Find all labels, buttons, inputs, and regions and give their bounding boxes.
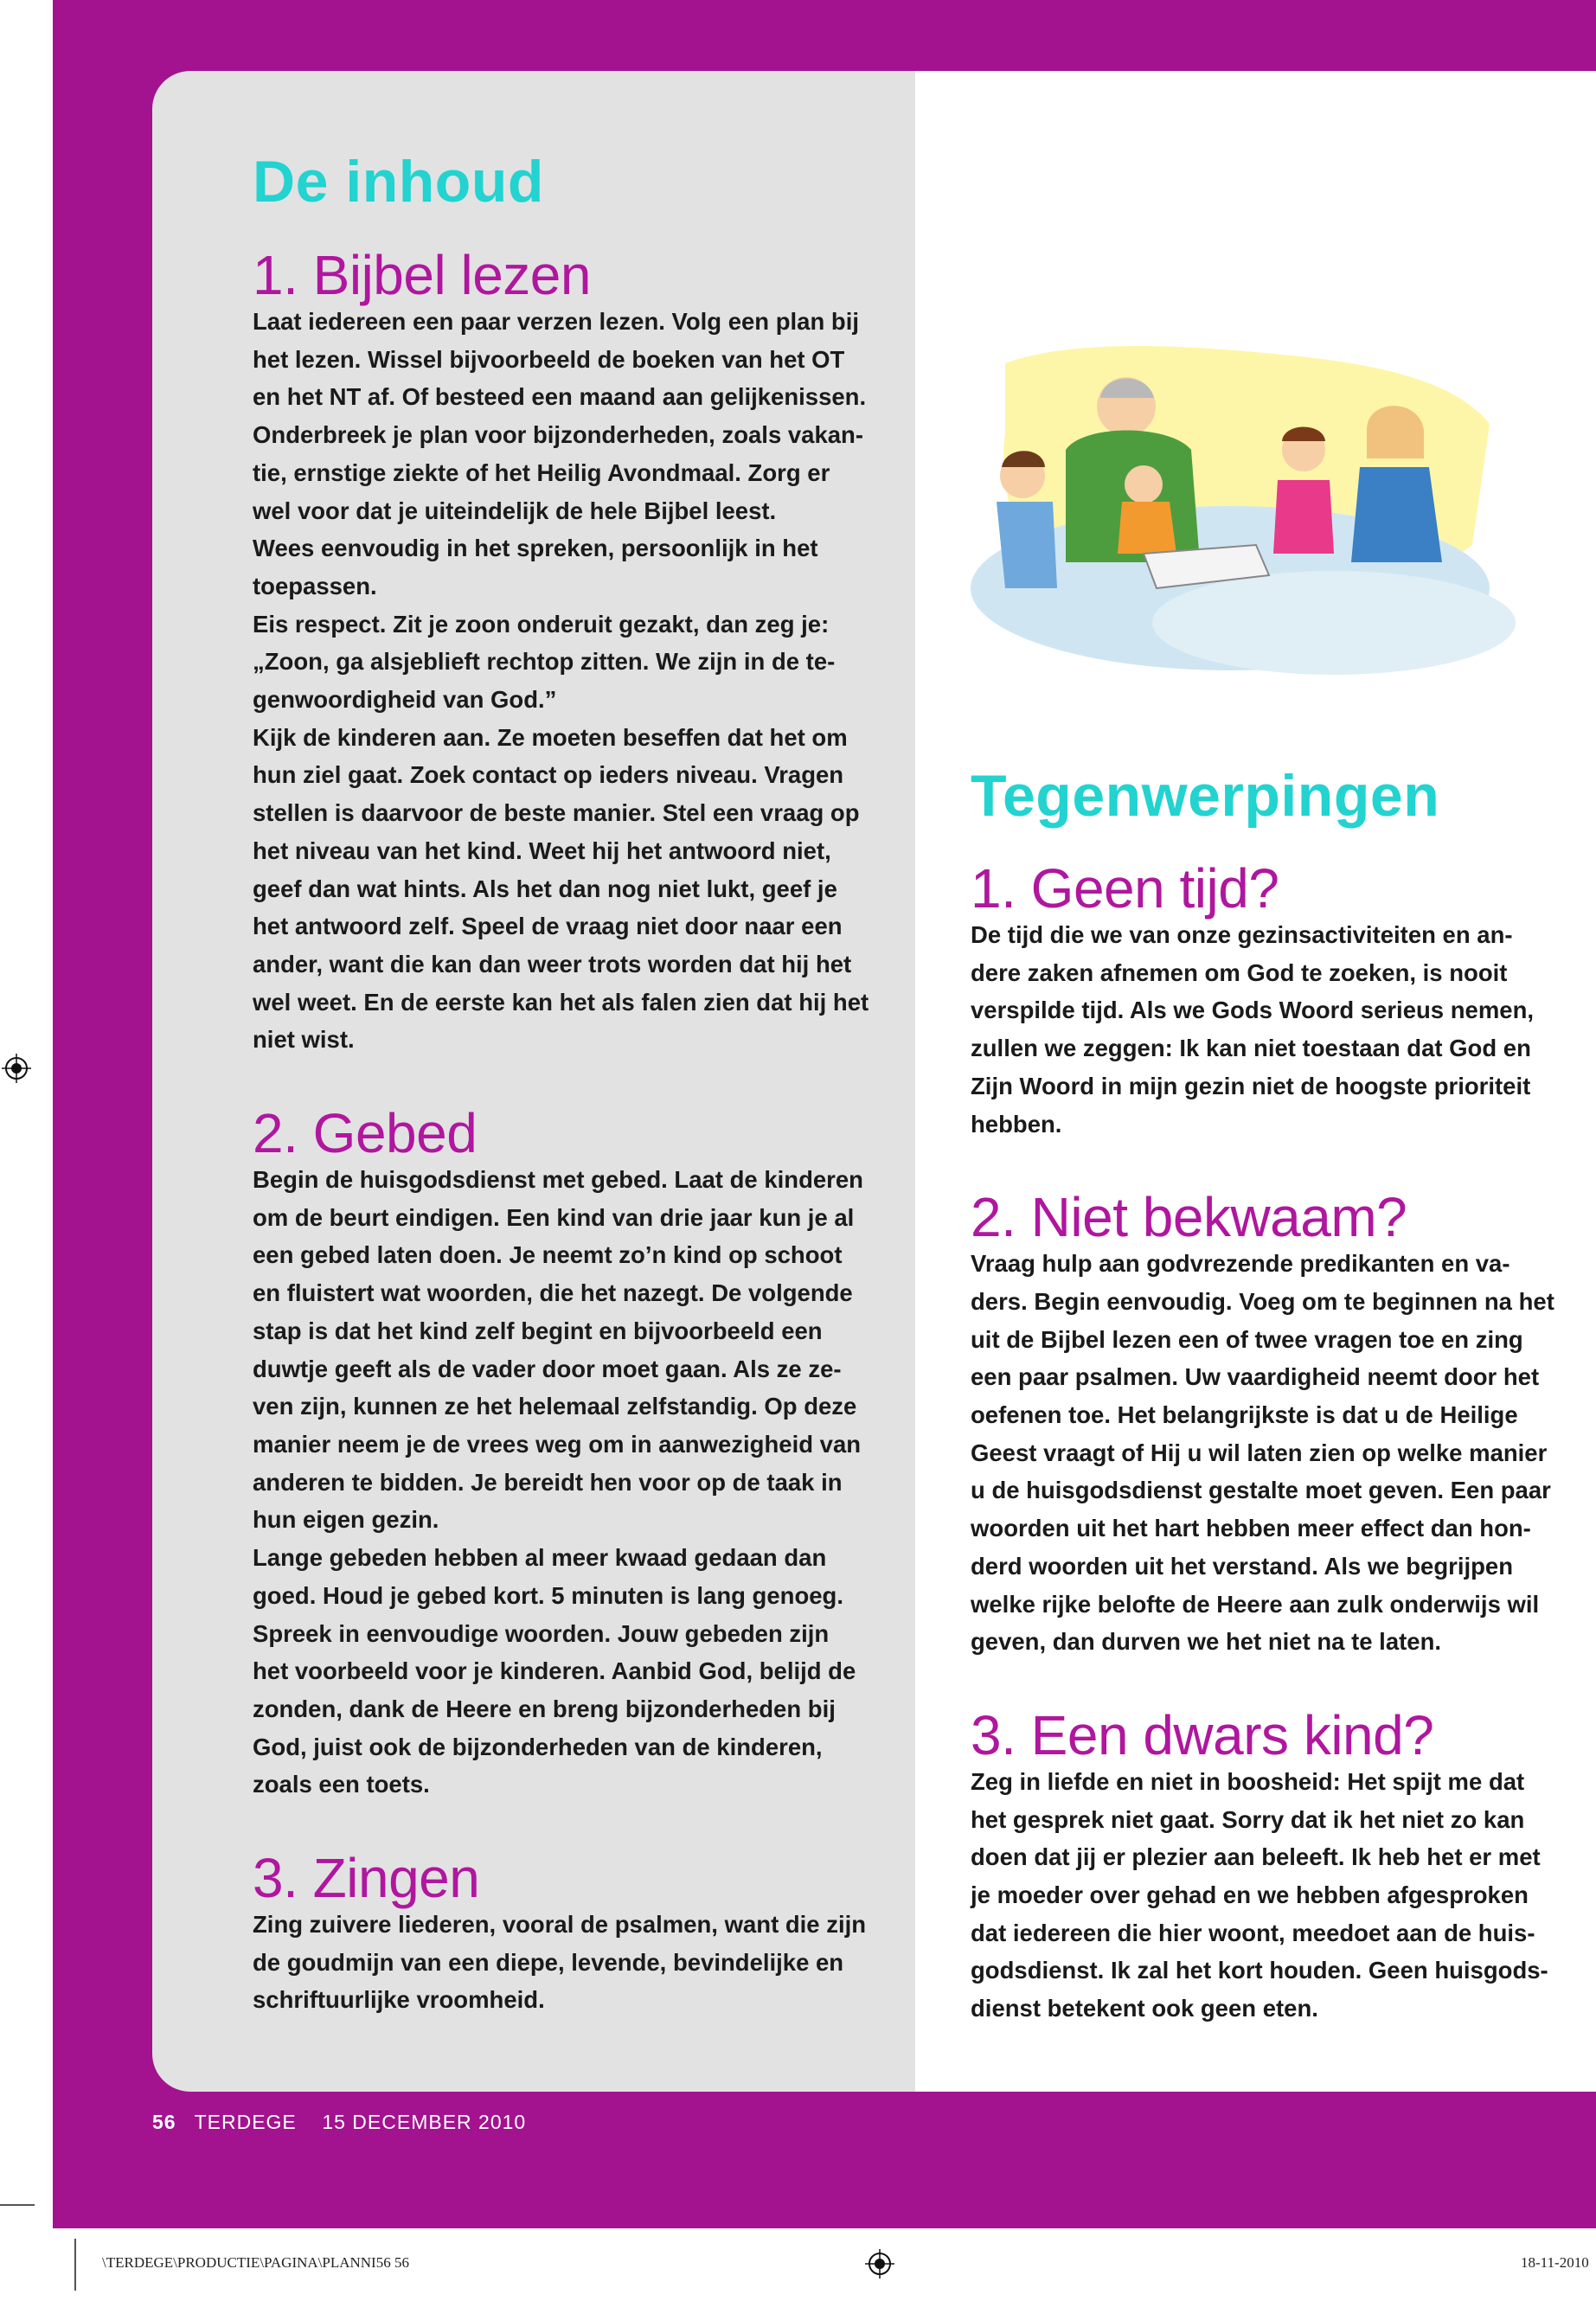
right-column xyxy=(971,857,1580,2028)
registration-mark-icon xyxy=(2,1054,31,1083)
section-body xyxy=(253,1906,893,2019)
text-line: de goudmijn van een diepe, levende, bevindelijke en xyxy=(253,1948,844,1976)
text-line: dienst betekent ook geen eten. xyxy=(971,1995,1318,2022)
text-line: het voorbeeld voor je kinderen. Aanbid God, belijd de xyxy=(253,1657,856,1685)
text-line: verspilde tijd. Als we Gods Woord serieus nemen, xyxy=(971,997,1535,1024)
section-geen-tijd xyxy=(971,857,1580,1143)
text-line: en fluistert wat woorden, die het nazegt. De volgende xyxy=(253,1279,853,1307)
text-line: hun ziel gaat. Zoek contact op ieders niveau. Vragen xyxy=(253,761,844,789)
text-line: derd woorden uit het verstand. Als we begrijpen xyxy=(971,1552,1513,1580)
section-title: 2. Niet bekwaam? xyxy=(971,1186,1407,1249)
text-line: ders. Begin eenvoudig. Voeg om te beginnen na het xyxy=(971,1287,1554,1315)
text-line: woorden uit het hart hebben meer effect dan hon- xyxy=(971,1515,1531,1542)
text-line: genwoordigheid van God.” xyxy=(253,686,557,714)
section-title: 1. Bijbel lezen xyxy=(253,244,591,306)
text-line: God, juist ook de bijzonderheden van de kinderen, xyxy=(253,1733,823,1760)
text-line: doen dat jij er plezier aan beleeft. Ik heb het er met xyxy=(971,1843,1541,1871)
section-een-dwars-kind xyxy=(971,1703,1580,2028)
text-line: dat iedereen die hier woont, meedoet aan de huis- xyxy=(971,1919,1535,1946)
text-line: schriftuurlijke vroomheid. xyxy=(253,1986,545,2014)
text-line: het lezen. Wissel bijvoorbeeld de boeken van het OT xyxy=(253,345,845,373)
section-body xyxy=(971,916,1580,1143)
section-body xyxy=(253,303,893,1059)
text-line: geven, dan durven we het niet na te laten. xyxy=(971,1628,1442,1656)
text-line: duwtje geeft als de vader door moet gaan. Als ze ze- xyxy=(253,1355,842,1382)
text-line: tie, ernstige ziekte of het Heilig Avondmaal. Zorg er xyxy=(253,458,830,486)
section-title: 1. Geen tijd? xyxy=(971,857,1279,920)
left-column xyxy=(253,147,893,2019)
section-body xyxy=(971,1245,1580,1661)
section-title: 3. Een dwars kind? xyxy=(971,1703,1434,1766)
slug-path: \TERDEGE\PRODUCTIE\PAGINA\PLANNI56 56 xyxy=(102,2254,409,2271)
text-line: en het NT af. Of besteed een maand aan gelijkenissen. xyxy=(253,383,867,411)
text-line: Zing zuivere liederen, vooral de psalmen, want die zijn xyxy=(253,1911,867,1939)
section-body xyxy=(971,1763,1580,2028)
text-line: het gesprek niet gaat. Sorry dat ik het niet zo kan xyxy=(971,1805,1525,1833)
text-line: hebben. xyxy=(971,1110,1062,1138)
text-line: uit de Bijbel lezen een of twee vragen toe en zing xyxy=(971,1325,1523,1353)
text-line: Eis respect. Zit je zoon onderuit gezakt, dan zeg je: xyxy=(253,610,830,638)
text-line: een gebed laten doen. Je neemt zo’n kind op schoot xyxy=(253,1241,843,1269)
text-line: toepassen. xyxy=(253,572,377,599)
text-line: manier neem je de vrees weg om in aanwezigheid van xyxy=(253,1430,862,1458)
text-line: wel weet. En de eerste kan het als falen zien dat hij het xyxy=(253,988,869,1016)
registration-mark-icon xyxy=(865,2249,894,2279)
section-title: 3. Zingen xyxy=(253,1847,480,1910)
text-line: „Zoon, ga alsjeblieft rechtop zitten. We zijn in de te- xyxy=(253,648,836,676)
text-line: Zijn Woord in mijn gezin niet de hoogste prioriteit xyxy=(971,1072,1531,1099)
text-line: zonden, dank de Heere en breng bijzonderheden bij xyxy=(253,1695,836,1722)
text-line: zoals een toets. xyxy=(253,1771,430,1798)
crop-mark xyxy=(0,2204,35,2206)
text-line: stap is dat het kind zelf begint en bijvoorbeeld een xyxy=(253,1317,823,1344)
text-line: ven zijn, kunnen ze het helemaal zelfstandig. Op deze xyxy=(253,1393,857,1420)
slug-date: 18-11-2010 xyxy=(1521,2254,1589,2271)
issue-date: 15 DECEMBER 2010 xyxy=(322,2111,527,2133)
text-line: Vraag hulp aan godvrezende predikanten en va- xyxy=(971,1250,1510,1278)
text-line: Zeg in liefde en niet in boosheid: Het spijt me dat xyxy=(971,1767,1525,1795)
section-title: 2. Gebed xyxy=(253,1102,478,1165)
text-line: Kijk de kinderen aan. Ze moeten beseffen dat het om xyxy=(253,723,848,751)
text-line: De tijd die we van onze gezinsactiviteiten en an- xyxy=(971,921,1513,948)
text-line: dere zaken afnemen om God te zoeken, is nooit xyxy=(971,958,1508,986)
text-line: Wees eenvoudig in het spreken, persoonlijk in het xyxy=(253,535,818,562)
page-footer xyxy=(152,2111,526,2134)
text-line: geef dan wat hints. Als het dan nog niet lukt, geef je xyxy=(253,875,837,902)
text-line: Onderbreek je plan voor bijzonderheden, zoals vakan- xyxy=(253,421,864,449)
text-line: hun eigen gezin. xyxy=(253,1506,439,1534)
text-line: je moeder over gehad en we hebben afgesproken xyxy=(971,1881,1529,1909)
text-line: het antwoord zelf. Speel de vraag niet door naar een xyxy=(253,913,843,940)
section-zingen xyxy=(253,1847,893,2019)
text-line: wel voor dat je uiteindelijk de hele Bijbel leest. xyxy=(253,497,777,524)
text-line: welke rijke belofte de Heere aan zulk onderwijs wil xyxy=(971,1590,1540,1618)
registration-mark-icon xyxy=(0,0,29,29)
text-line: ander, want die kan dan weer trots worden dat hij het xyxy=(253,950,852,977)
text-line: goed. Houd je gebed kort. 5 minuten is lang genoeg. xyxy=(253,1581,843,1609)
text-line: Begin de huisgodsdienst met gebed. Laat de kinderen xyxy=(253,1166,863,1194)
text-line: Lange gebeden hebben al meer kwaad gedaan dan xyxy=(253,1544,827,1572)
magazine-name: TERDEGE xyxy=(194,2111,297,2133)
text-line: niet wist. xyxy=(253,1026,355,1054)
text-line: anderen te bidden. Je bereidt hen voor op de taak in xyxy=(253,1468,843,1496)
section-bijbel-lezen xyxy=(253,244,893,1059)
text-line: Geest vraagt of Hij u wil laten zien op welke manier xyxy=(971,1439,1548,1466)
heading-de-inhoud: De inhoud xyxy=(253,149,544,215)
family-bible-reading-illustration xyxy=(971,329,1524,692)
text-line: stellen is daarvoor de beste manier. Stel een vraag op xyxy=(253,799,860,827)
section-gebed xyxy=(253,1102,893,1804)
heading-tegenwerpingen: Tegenwerpingen xyxy=(971,763,1440,829)
section-niet-bekwaam xyxy=(971,1186,1580,1661)
text-line: Spreek in eenvoudige woorden. Jouw gebeden zijn xyxy=(253,1619,830,1647)
text-line: godsdienst. Ik zal het kort houden. Geen huisgods- xyxy=(971,1957,1548,1984)
crop-mark xyxy=(74,2239,76,2291)
text-line: om de beurt eindigen. Een kind van drie jaar kun je al xyxy=(253,1203,855,1231)
text-line: een paar psalmen. Uw vaardigheid neemt door het xyxy=(971,1363,1540,1391)
section-body xyxy=(253,1161,893,1804)
page-number: 56 xyxy=(152,2111,176,2133)
text-line: oefenen toe. Het belangrijkste is dat u de Heilige xyxy=(971,1401,1518,1429)
text-line: Laat iedereen een paar verzen lezen. Volg een plan bij xyxy=(253,308,859,335)
text-line: het niveau van het kind. Weet hij het antwoord niet, xyxy=(253,836,831,864)
text-line: u de huisgodsdienst gestalte moet geven. Een paar xyxy=(971,1477,1551,1504)
text-line: zullen we zeggen: Ik kan niet toestaan dat God en xyxy=(971,1035,1531,1062)
